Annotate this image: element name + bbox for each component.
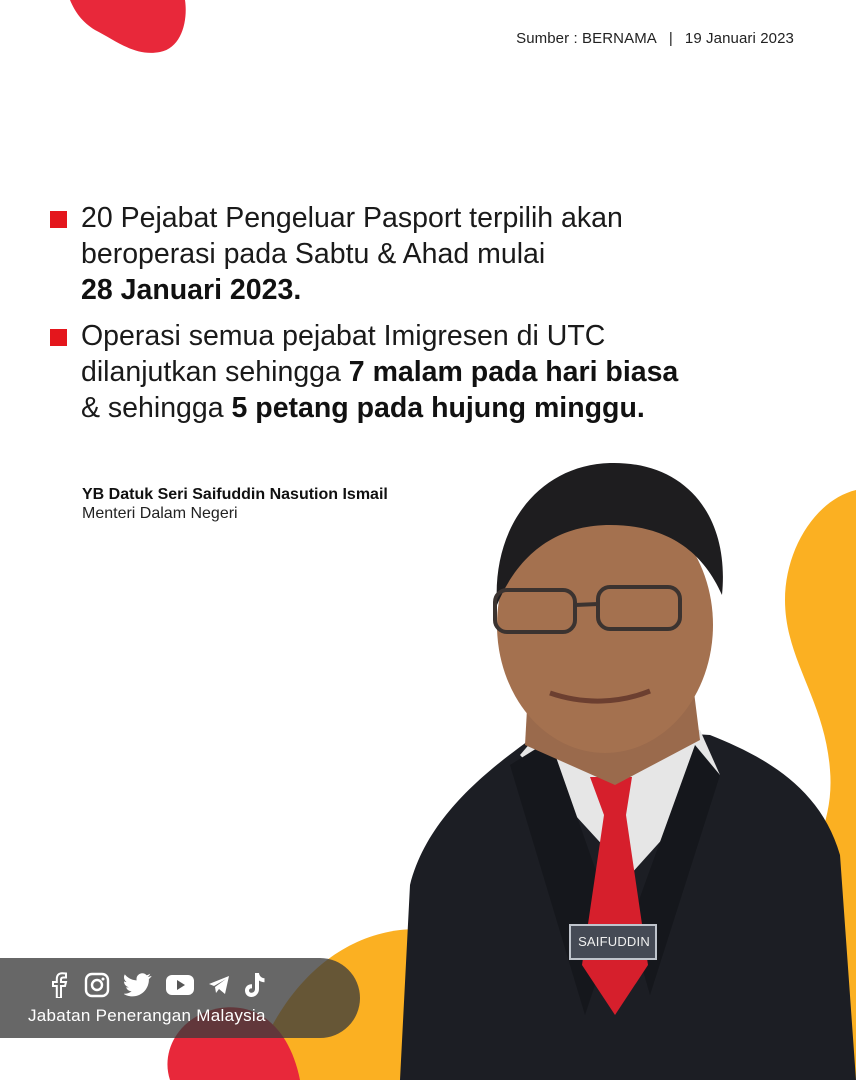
youtube-icon[interactable] <box>166 975 194 995</box>
twitter-icon[interactable] <box>124 973 152 997</box>
bullet-1-line2: beroperasi pada Sabtu & Ahad mulai <box>81 238 546 270</box>
bullet-2-line2-pre: dilanjutkan sehingga <box>81 356 349 388</box>
footer-bar <box>0 958 360 1038</box>
facebook-icon[interactable] <box>48 972 70 998</box>
source-separator: | <box>668 30 673 47</box>
name-badge-text: SAIFUDDIN <box>578 934 650 949</box>
bullet-2-line2-bold: 7 malam pada hari biasa <box>348 356 679 388</box>
speaker-name: YB Datuk Seri Saifuddin Nasution Ismail <box>82 486 388 503</box>
tiktok-icon[interactable] <box>244 972 266 998</box>
brand-name: Jabatan Penerangan Malaysia <box>28 1006 266 1025</box>
telegram-icon[interactable] <box>208 975 230 995</box>
bullet-2-line3-pre: & sehingga <box>81 392 232 424</box>
source-label: Sumber : BERNAMA <box>516 30 657 47</box>
source-line <box>516 30 794 47</box>
bullet-square-icon <box>50 329 67 346</box>
speaker-caption <box>82 486 388 523</box>
bullet-list <box>50 200 810 436</box>
minister-portrait <box>400 455 856 1080</box>
top-left-red-blob <box>0 0 200 60</box>
instagram-icon[interactable] <box>84 972 110 998</box>
bullet-text-2 <box>81 318 678 426</box>
bullet-1-bold: 28 Januari 2023. <box>81 274 302 306</box>
bullet-item-1 <box>50 200 810 308</box>
bullet-2-line1: Operasi semua pejabat Imigresen di UTC <box>81 320 606 352</box>
social-icons <box>48 972 266 998</box>
bullet-text-1 <box>81 200 623 308</box>
speaker-role: Menteri Dalam Negeri <box>82 505 238 522</box>
bullet-2-line3-bold: 5 petang pada hujung minggu. <box>231 392 645 424</box>
bullet-1-line1: 20 Pejabat Pengeluar Pasport terpilih akan <box>81 202 623 234</box>
bullet-item-2 <box>50 318 810 426</box>
bullet-square-icon <box>50 211 67 228</box>
source-date: 19 Januari 2023 <box>684 30 794 47</box>
